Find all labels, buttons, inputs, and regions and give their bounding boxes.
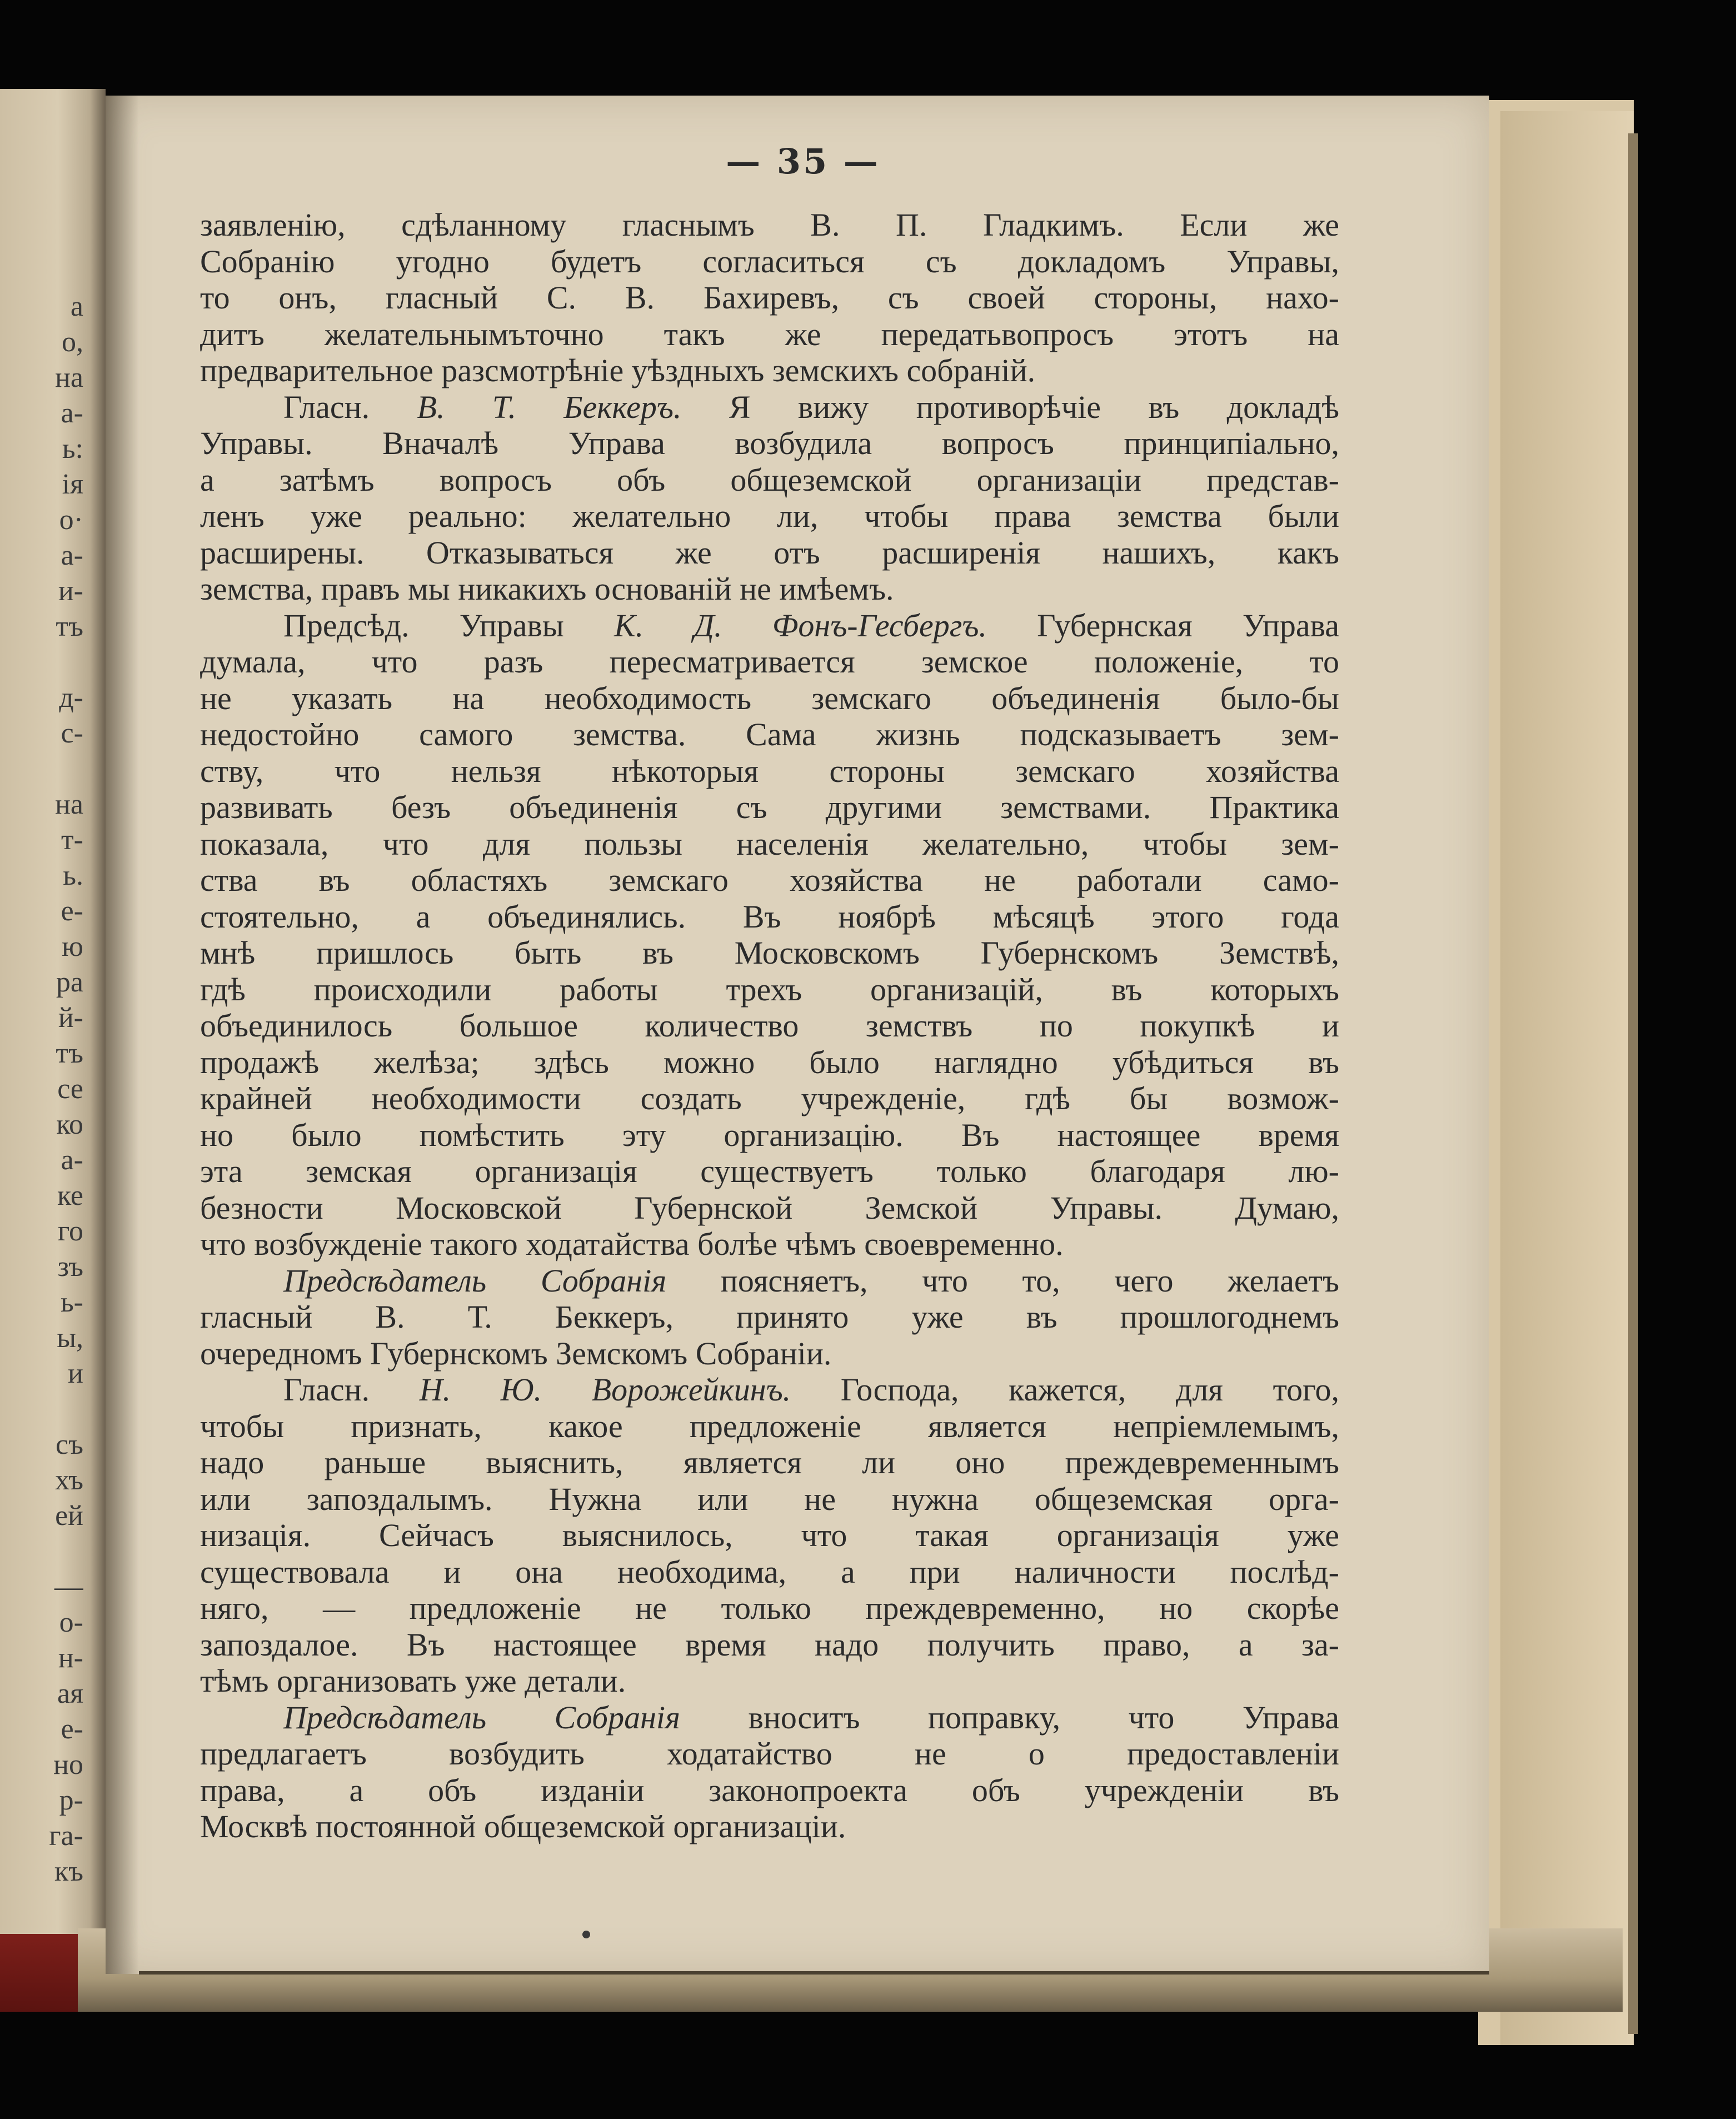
- left-page-fragment: о-: [59, 1607, 83, 1638]
- text-line: [200, 1190, 1339, 1226]
- text-line: [200, 935, 1339, 971]
- left-page-fragment: ая: [57, 1678, 83, 1709]
- text-line: [200, 1263, 1339, 1299]
- left-page-fragment: хъ: [55, 1464, 83, 1496]
- left-page-fragment: се: [57, 1073, 83, 1105]
- left-page-text-fragments: [0, 289, 83, 1956]
- text-segment: то онъ, гласный С. В. Бахиревъ, съ своей стороны, нахо-: [200, 280, 1339, 316]
- left-page-fragment: а-: [61, 1144, 83, 1176]
- text-segment: а затѣмъ вопросъ объ общеземской организаціи представ-: [200, 461, 1339, 498]
- left-page-fragment: ь-: [60, 1287, 83, 1318]
- text-segment: существовала и она необходима, а при наличности послѣд-: [200, 1553, 1339, 1590]
- text-segment: мнѣ пришлось быть въ Московскомъ Губернскомъ Земствѣ,: [200, 935, 1339, 971]
- text-line: [200, 1153, 1339, 1190]
- left-page-fragment: [0, 1534, 83, 1569]
- text-line: [200, 316, 1339, 353]
- text-line: [200, 971, 1339, 1008]
- left-page-fragment: а: [70, 291, 83, 322]
- text-segment: запоздалое. Въ настоящее время надо получить право, а за-: [200, 1626, 1339, 1663]
- page-text-column: [200, 207, 1339, 1845]
- text-line: [200, 1517, 1339, 1554]
- text-line: [200, 899, 1339, 935]
- left-facing-page: [0, 89, 106, 1990]
- text-line: [200, 389, 1339, 426]
- text-line: [200, 462, 1339, 498]
- left-page-fragment: ія: [62, 468, 83, 500]
- text-line: [200, 1554, 1339, 1591]
- text-segment: Управы. Вначалѣ Управа возбудила вопросъ принципіально,: [200, 425, 1339, 461]
- left-page-fragment: о·: [59, 504, 83, 536]
- left-page-fragment: а-: [61, 397, 83, 429]
- page-bottom-edge: [139, 1971, 1489, 1975]
- text-segment: очередномъ Губернскомъ Земскомъ Собраніи.: [200, 1335, 832, 1372]
- text-line: [200, 680, 1339, 717]
- text-segment: Я вижу противорѣчіе въ докладѣ: [681, 388, 1340, 425]
- text-segment: не указать на необходимость земскаго объединенія было-бы: [200, 680, 1339, 716]
- text-line: [200, 607, 1339, 644]
- left-page-fragment: а-: [61, 540, 83, 571]
- text-segment: крайней необходимости создать учрежденіе, гдѣ бы возмож-: [200, 1080, 1339, 1116]
- left-page-fragment: е-: [61, 895, 83, 927]
- left-page-fragment: ра: [56, 966, 83, 998]
- text-line: [200, 1299, 1339, 1335]
- text-line: [200, 826, 1339, 862]
- left-page-fragment: тъ: [56, 611, 83, 642]
- ink-dot: [582, 1931, 590, 1938]
- left-page-fragment: с-: [61, 717, 83, 749]
- left-page-fragment: на: [55, 789, 83, 820]
- text-segment: заявленію, сдѣланному гласнымъ В. П. Гладкимъ. Если же: [200, 207, 1339, 243]
- text-line: [200, 280, 1339, 316]
- text-line: [200, 1408, 1339, 1445]
- text-segment: но было помѣстить эту организацію. Въ настоящее время: [200, 1116, 1339, 1153]
- left-page-fragment: и: [68, 1358, 83, 1389]
- left-page-fragment: [0, 645, 83, 680]
- left-page-fragment: ь:: [62, 433, 83, 465]
- left-page-fragment: ке: [57, 1180, 83, 1211]
- text-segment: няго, — предложеніе не только преждевременно, но скорѣе: [200, 1590, 1339, 1626]
- text-line: [200, 1335, 1339, 1372]
- text-line: [200, 716, 1339, 753]
- left-page-fragment: д-: [59, 682, 83, 714]
- text-segment: развивать безъ объединенія съ другими земствами. Практика: [200, 789, 1339, 825]
- text-line: [200, 1736, 1339, 1772]
- left-page-fragment: ей: [55, 1500, 83, 1532]
- speaker-name: Н. Ю. Ворожейкинъ.: [419, 1372, 791, 1408]
- left-page-fragment: о,: [62, 326, 83, 358]
- text-segment: Гласн.: [283, 388, 417, 425]
- speaker-name: Предсѣдатель Собранія: [283, 1699, 680, 1736]
- text-segment: или запоздалымъ. Нужна или не нужна общеземская орга-: [200, 1480, 1339, 1517]
- left-page-fragment: [0, 751, 83, 787]
- text-line: [200, 1481, 1339, 1518]
- text-line: [200, 207, 1339, 243]
- page-number: — 35 —: [726, 141, 880, 182]
- gutter-shadow: [106, 96, 139, 1974]
- text-line: [200, 535, 1339, 571]
- left-page-fragment: ко: [56, 1109, 83, 1140]
- text-line: [200, 644, 1339, 680]
- left-page-fragment: т-: [61, 824, 83, 856]
- text-line: [200, 1372, 1339, 1408]
- text-line: [200, 498, 1339, 535]
- text-segment: стоятельно, а объединялись. Въ ноябрѣ мѣсяцѣ этого года: [200, 898, 1339, 935]
- text-segment: безности Московской Губернской Земской Управы. Думаю,: [200, 1189, 1339, 1226]
- text-segment: расширены. Отказываться же отъ расширенія нашихъ, какъ: [200, 534, 1339, 571]
- text-segment: поясняетъ, что то, чего желаетъ: [666, 1262, 1339, 1299]
- text-segment: права, а объ изданіи законопроекта объ учрежденіи въ: [200, 1772, 1339, 1808]
- text-segment: ства въ областяхъ земскаго хозяйства не работали само-: [200, 862, 1339, 898]
- text-segment: вноситъ поправку, что Управа: [680, 1699, 1339, 1736]
- text-line: [200, 1226, 1339, 1263]
- text-line: [200, 1044, 1339, 1081]
- text-line: [200, 1627, 1339, 1663]
- left-page-fragment: р-: [59, 1784, 83, 1816]
- text-segment: ству, что нельзя нѣкоторыя стороны земскаго хозяйства: [200, 752, 1339, 789]
- text-segment: Москвѣ постоянной общеземской организаціи.: [200, 1808, 846, 1844]
- text-line: [200, 1699, 1339, 1736]
- left-page-fragment: й-: [58, 1002, 83, 1034]
- text-segment: гласный В. Т. Беккеръ, принято уже въ прошлогоднемъ: [200, 1299, 1339, 1335]
- text-segment: надо раньше выяснить, является ли оно преждевременнымъ: [200, 1444, 1339, 1480]
- text-segment: гдѣ происходили работы трехъ организацій, въ которыхъ: [200, 971, 1339, 1008]
- text-segment: Собранію угодно будетъ согласиться съ докладомъ Управы,: [200, 243, 1339, 280]
- speaker-name: В. Т. Беккеръ.: [417, 388, 682, 425]
- text-segment: недостойно самого земства. Сама жизнь подсказываетъ зем-: [200, 716, 1339, 752]
- text-segment: что возбужденіе такого ходатайства болѣе чѣмъ своевременно.: [200, 1226, 1064, 1262]
- text-segment: Господа, кажется, для того,: [791, 1372, 1339, 1408]
- text-segment: Гласн.: [283, 1372, 420, 1408]
- text-line: [200, 1117, 1339, 1154]
- left-page-fragment: на: [55, 362, 83, 393]
- left-page-fragment: и-: [58, 575, 83, 607]
- text-line: [200, 789, 1339, 826]
- left-page-fragment: [0, 1392, 83, 1427]
- left-page-fragment: зъ: [57, 1251, 83, 1283]
- text-segment: продажѣ желѣза; здѣсь можно было наглядно убѣдиться въ: [200, 1044, 1339, 1080]
- left-page-fragment: къ: [54, 1856, 83, 1887]
- left-page-fragment: е-: [61, 1713, 83, 1745]
- text-line: [200, 1008, 1339, 1044]
- text-segment: эта земская организація существуетъ только благодаря лю-: [200, 1153, 1339, 1189]
- left-page-fragment: ю: [62, 931, 83, 963]
- text-line: [200, 571, 1339, 607]
- text-segment: показала, что для пользы населенія желательно, чтобы зем-: [200, 825, 1339, 862]
- text-line: [200, 753, 1339, 790]
- text-segment: предварительное разсмотрѣніе уѣздныхъ земскихъ собраній.: [200, 352, 1036, 388]
- text-segment: низація. Сейчасъ выяснилось, что такая организація уже: [200, 1517, 1339, 1553]
- text-line: [200, 862, 1339, 899]
- text-line: [200, 352, 1339, 389]
- text-line: [200, 425, 1339, 462]
- text-line: [200, 1663, 1339, 1699]
- text-segment: думала, что разъ пересматривается земское положеніе, то: [200, 644, 1339, 680]
- text-line: [200, 1808, 1339, 1845]
- text-segment: Губернская Управа: [987, 607, 1339, 644]
- text-segment: Предсѣд. Управы: [283, 607, 615, 644]
- right-page-stack-inner: [1500, 111, 1634, 2045]
- main-page: [106, 96, 1489, 1974]
- text-line: [200, 1772, 1339, 1809]
- text-segment: тѣмъ организовать уже детали.: [200, 1663, 626, 1699]
- text-segment: ленъ уже реально: желательно ли, чтобы права земства были: [200, 498, 1339, 534]
- text-segment: предлагаетъ возбудить ходатайство не о предоставленіи: [200, 1736, 1339, 1772]
- text-line: [200, 243, 1339, 280]
- left-page-fragment: ы,: [57, 1322, 83, 1354]
- left-page-fragment: го: [57, 1215, 83, 1247]
- text-segment: объединилось большое количество земствъ по покупкѣ и: [200, 1008, 1339, 1044]
- text-line: [200, 1080, 1339, 1117]
- text-segment: дитъ желательнымъточно такъ же передатьвопросъ этотъ на: [200, 316, 1339, 352]
- text-segment: чтобы признать, какое предложеніе является непріемлемымъ,: [200, 1408, 1339, 1444]
- left-page-fragment: га-: [49, 1820, 83, 1852]
- left-page-fragment: съ: [56, 1429, 83, 1460]
- text-line: [200, 1444, 1339, 1481]
- left-page-fragment: но: [53, 1749, 83, 1781]
- left-page-fragment: н-: [58, 1642, 83, 1674]
- text-segment: земства, правъ мы никакихъ основаній не имѣемъ.: [200, 571, 894, 607]
- left-page-fragment: —: [54, 1571, 83, 1603]
- left-page-fragment: тъ: [56, 1038, 83, 1069]
- speaker-name: К. Д. Фонъ-Гесбергъ.: [614, 607, 987, 644]
- right-page-stack-edge: [1628, 133, 1638, 2034]
- left-page-fragment: ь.: [63, 860, 83, 891]
- speaker-name: Предсѣдатель Собранія: [283, 1262, 667, 1299]
- text-line: [200, 1590, 1339, 1627]
